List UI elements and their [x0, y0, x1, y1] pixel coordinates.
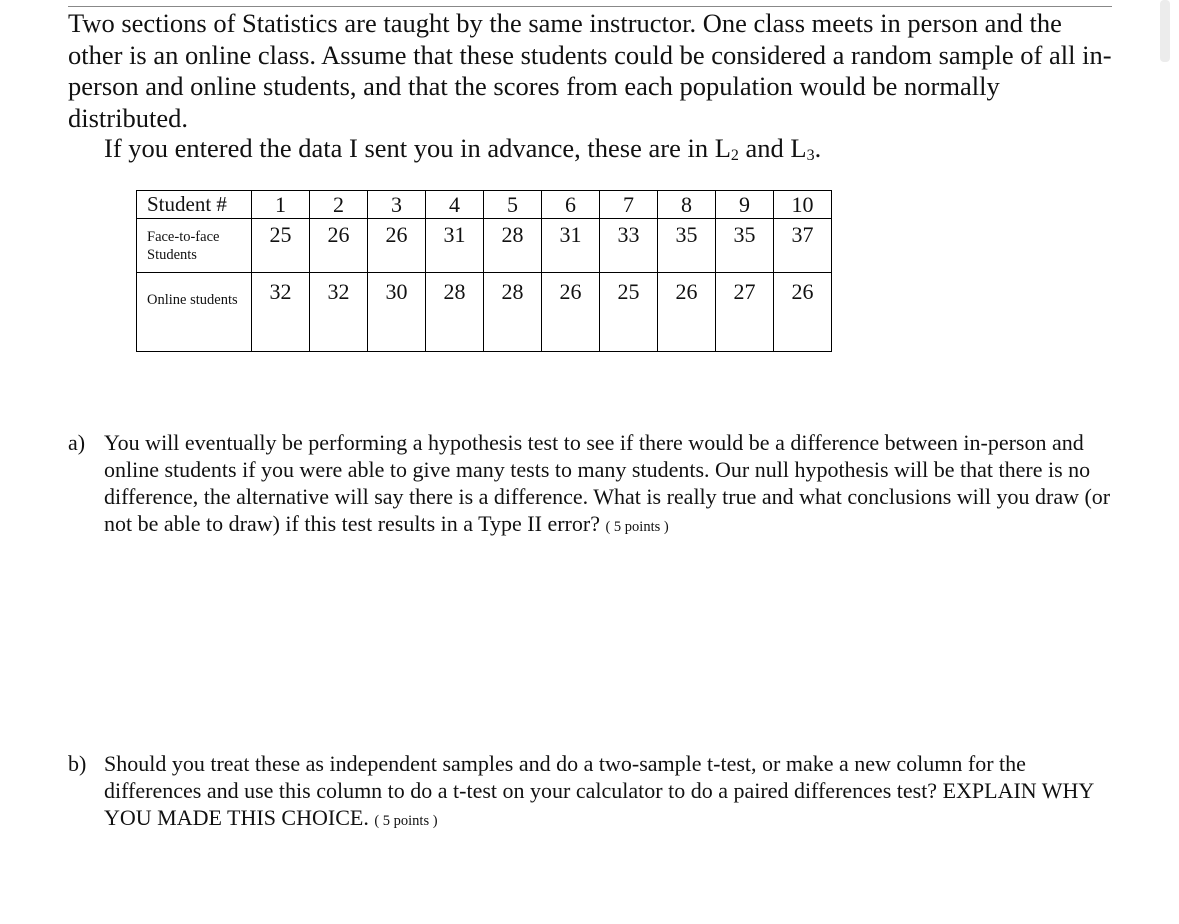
face-to-face-score-cell: 26	[368, 219, 426, 273]
note-text-middle: and L	[738, 133, 807, 163]
student-number-cell: 4	[426, 191, 484, 219]
face-to-face-score-cell: 35	[716, 219, 774, 273]
intro-paragraph: Two sections of Statistics are taught by the same instructor. One class meets in person and the other is an online class. Assume that these students could be considered a random sample of all in-person and online students, and that the scores from each population would be normally distributed.	[68, 8, 1112, 133]
face-to-face-score-cell: 33	[600, 219, 658, 273]
face-to-face-score-cell: 31	[542, 219, 600, 273]
online-score-cell: 28	[426, 273, 484, 352]
online-score-cell: 26	[774, 273, 832, 352]
face-to-face-score-cell: 37	[774, 219, 832, 273]
face-to-face-label: Face-to-face Students	[147, 229, 220, 263]
question-a	[68, 429, 1114, 541]
student-number-header: Student #	[137, 191, 252, 219]
online-score-cell: 26	[542, 273, 600, 352]
face-to-face-score-cell: 35	[658, 219, 716, 273]
face-to-face-score-cell: 28	[484, 219, 542, 273]
question-a-text: You will eventually be performing a hypothesis test to see if there would be a difference between in-person and online students if you were able to give many tests to many students. Our null hypothesis will be that there is no difference, the alternative will say there is a difference. What is really true and what conclusions will you draw (or not be able to draw) if this test results in a Type II error?	[104, 430, 1111, 536]
face-to-face-label-cell	[137, 219, 252, 273]
online-label-cell	[137, 273, 252, 352]
scrollbar-thumb[interactable]	[1160, 0, 1170, 62]
question-b-text: Should you treat these as independent samples and do a two-sample t-test, or make a new column for the differences and use this column to do a t-test on your calculator to do a paired differences test? EXPLAIN WHY YOU MADE THIS CHOICE.	[104, 751, 1094, 830]
online-score-cell: 28	[484, 273, 542, 352]
student-number-cell: 7	[600, 191, 658, 219]
face-to-face-score-cell: 26	[310, 219, 368, 273]
student-number-cell: 9	[716, 191, 774, 219]
student-number-cell: 3	[368, 191, 426, 219]
table-row-online	[137, 273, 832, 352]
student-number-cell: 5	[484, 191, 542, 219]
table-row-face-to-face	[137, 219, 832, 273]
note-subscript-l3: 3	[806, 147, 815, 164]
question-b-label: b)	[68, 751, 87, 776]
online-score-cell: 30	[368, 273, 426, 352]
online-label: Online students	[147, 292, 238, 308]
student-number-cell: 2	[310, 191, 368, 219]
face-to-face-score-cell: 25	[252, 219, 310, 273]
online-score-cell: 25	[600, 273, 658, 352]
question-a-points: ( 5 points )	[605, 519, 669, 535]
student-number-cell: 8	[658, 191, 716, 219]
student-number-cell: 6	[542, 191, 600, 219]
table-header-row	[137, 191, 832, 219]
data-location-note	[104, 133, 821, 165]
question-b	[68, 750, 1104, 835]
student-number-cell: 1	[252, 191, 310, 219]
top-rule	[68, 6, 1112, 7]
question-a-label: a)	[68, 430, 86, 455]
online-score-cell: 32	[252, 273, 310, 352]
note-text-after: .	[814, 133, 822, 163]
face-to-face-score-cell: 31	[426, 219, 484, 273]
scores-table	[136, 190, 832, 352]
online-score-cell: 32	[310, 273, 368, 352]
online-score-cell: 26	[658, 273, 716, 352]
note-subscript-l2: 2	[730, 147, 739, 164]
online-score-cell: 27	[716, 273, 774, 352]
question-b-points: ( 5 points )	[374, 813, 438, 829]
student-number-cell: 10	[774, 191, 832, 219]
note-text-before: If you entered the data I sent you in advance, these are in L	[104, 133, 731, 163]
